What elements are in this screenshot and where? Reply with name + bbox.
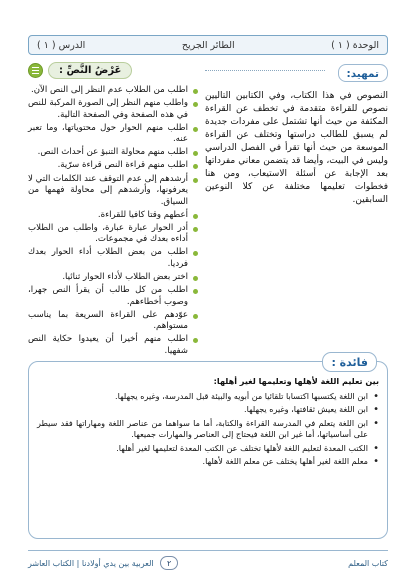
top-margin [0,0,416,30]
ardh-steps-list [28,85,198,357]
ardh-section [28,62,198,359]
faida-title: فائدة : [322,352,377,372]
tamheed-dotted-divider [205,70,325,71]
list-item: • ابن اللغة يعيش ثقافتها، وغيره يجهلها. [37,404,379,416]
list-item: اطلب من الطلاب عدم النظر إلى النص الآن. [28,85,198,97]
page-number: ٢ [160,556,178,570]
list-item: اطلب من بعض الطلاب أداء الحوار بعدك فرديا. [28,247,198,270]
ardh-title: عَرْضُ النَّصِّ : [48,62,132,79]
list-item: اطلب منهم الحوار حول محتوياتها، وما تعبر عنه. [28,123,198,146]
list-item: • ابن اللغة يتعلم في المدرسة القراءة والكتابة، أما ما سواهما من عناصر اللغة ومهاراتها فقد سيطر على أساسياتها، أما غير ابن اللغة فيحتاج إلى العناصر والمهارات جميعها. [37,418,379,441]
list-item: اطلب منهم محاولة التنبؤ عن أحداث النص. [28,147,198,159]
tamheed-heading-row [205,62,388,82]
list-icon [28,63,43,78]
unit-label: الوحدة ( ١ ) [331,39,379,51]
list-item: أدر الحوار عبارة عبارة، واطلب من الطلاب أداءه بعدك في مجموعات. [28,223,198,246]
list-item: اطلب منهم أخيرا أن يعيدوا حكاية النص شفهيا. [28,334,198,357]
faida-list [37,391,379,468]
list-item: • معلم اللغة لغير أهلها يختلف عن معلم اللغة لأهلها. [37,456,379,468]
lesson-label: الدرس ( ١ ) [37,39,86,51]
lesson-header-bar [28,35,388,55]
lesson-title: الطائر الجريح [181,39,235,51]
list-item: اختر بعض الطلاب لأداء الحوار ثنائيا. [28,272,198,284]
tamheed-title: تمهيد: [338,64,388,82]
footer-book-type: كتاب المعلم [348,558,388,568]
list-item: • الكتب المعدة لتعليم اللغة لأهلها تختلف عن الكتب المعدة لتعليمها لغير أهلها. [37,443,379,455]
list-item: • ابن اللغة يكتسبها اكتسابا تلقائيا من أبويه والبيئة قبل المدرسة، وغيره يجهلها. [37,391,379,403]
tamheed-paragraph: النصوص في هذا الكتاب، وفي الكتابين التاليين نصوص للقراءة متقدمة في تخطف عن القراءة المكثفة من حيث أنها تشتمل على مفردات جديدة لم يسبق للطالب دراستها وتختلف عن القراءة الموسعة من حيث أنها تقرأ في الفصل الدراسي وليس في البيت، وأيضا قد يتضمن معاني مفرداتها بعد الإجابة عن أسئلة الاستيعاب، ومن هنا فخطوات تعليمها مختلفة عن كلا النوعين السابقين. [205,91,388,206]
ardh-heading-row [28,62,198,79]
list-item: واطلب منهم النظر إلى الصورة المركبة للنص في هذه الصفحة وفي الصفحة التالية. [28,98,198,121]
list-item: أعطهم وقتا كافيا للقراءة. [28,210,198,222]
list-item: عوّدهم على القراءة السريعة بما يناسب مستواهم. [28,310,198,333]
tamheed-section [205,62,388,207]
list-item: اطلب منهم قراءة النص قراءة سرّية. [28,160,198,172]
list-item: اطلب من كل طالب أن يقرأ النص جهرا، وصوب أخطاءهم. [28,285,198,308]
page-footer [28,556,388,570]
footer-book-title [28,556,178,570]
footer-series-title: العربية بين يدي أولادنا | الكتاب العاشر [28,559,154,568]
faida-question: بين تعليم اللغة لأهلها وتعليمها لغير أهلها: [213,376,379,386]
footer-divider [28,550,388,551]
list-item: أرشدهم إلى عدم التوقف عند الكلمات التي لا يعرفونها، وأرشدهم إلى محاولة فهمها من السياق. [28,174,198,209]
faida-box [28,356,388,539]
faida-content [37,376,379,528]
